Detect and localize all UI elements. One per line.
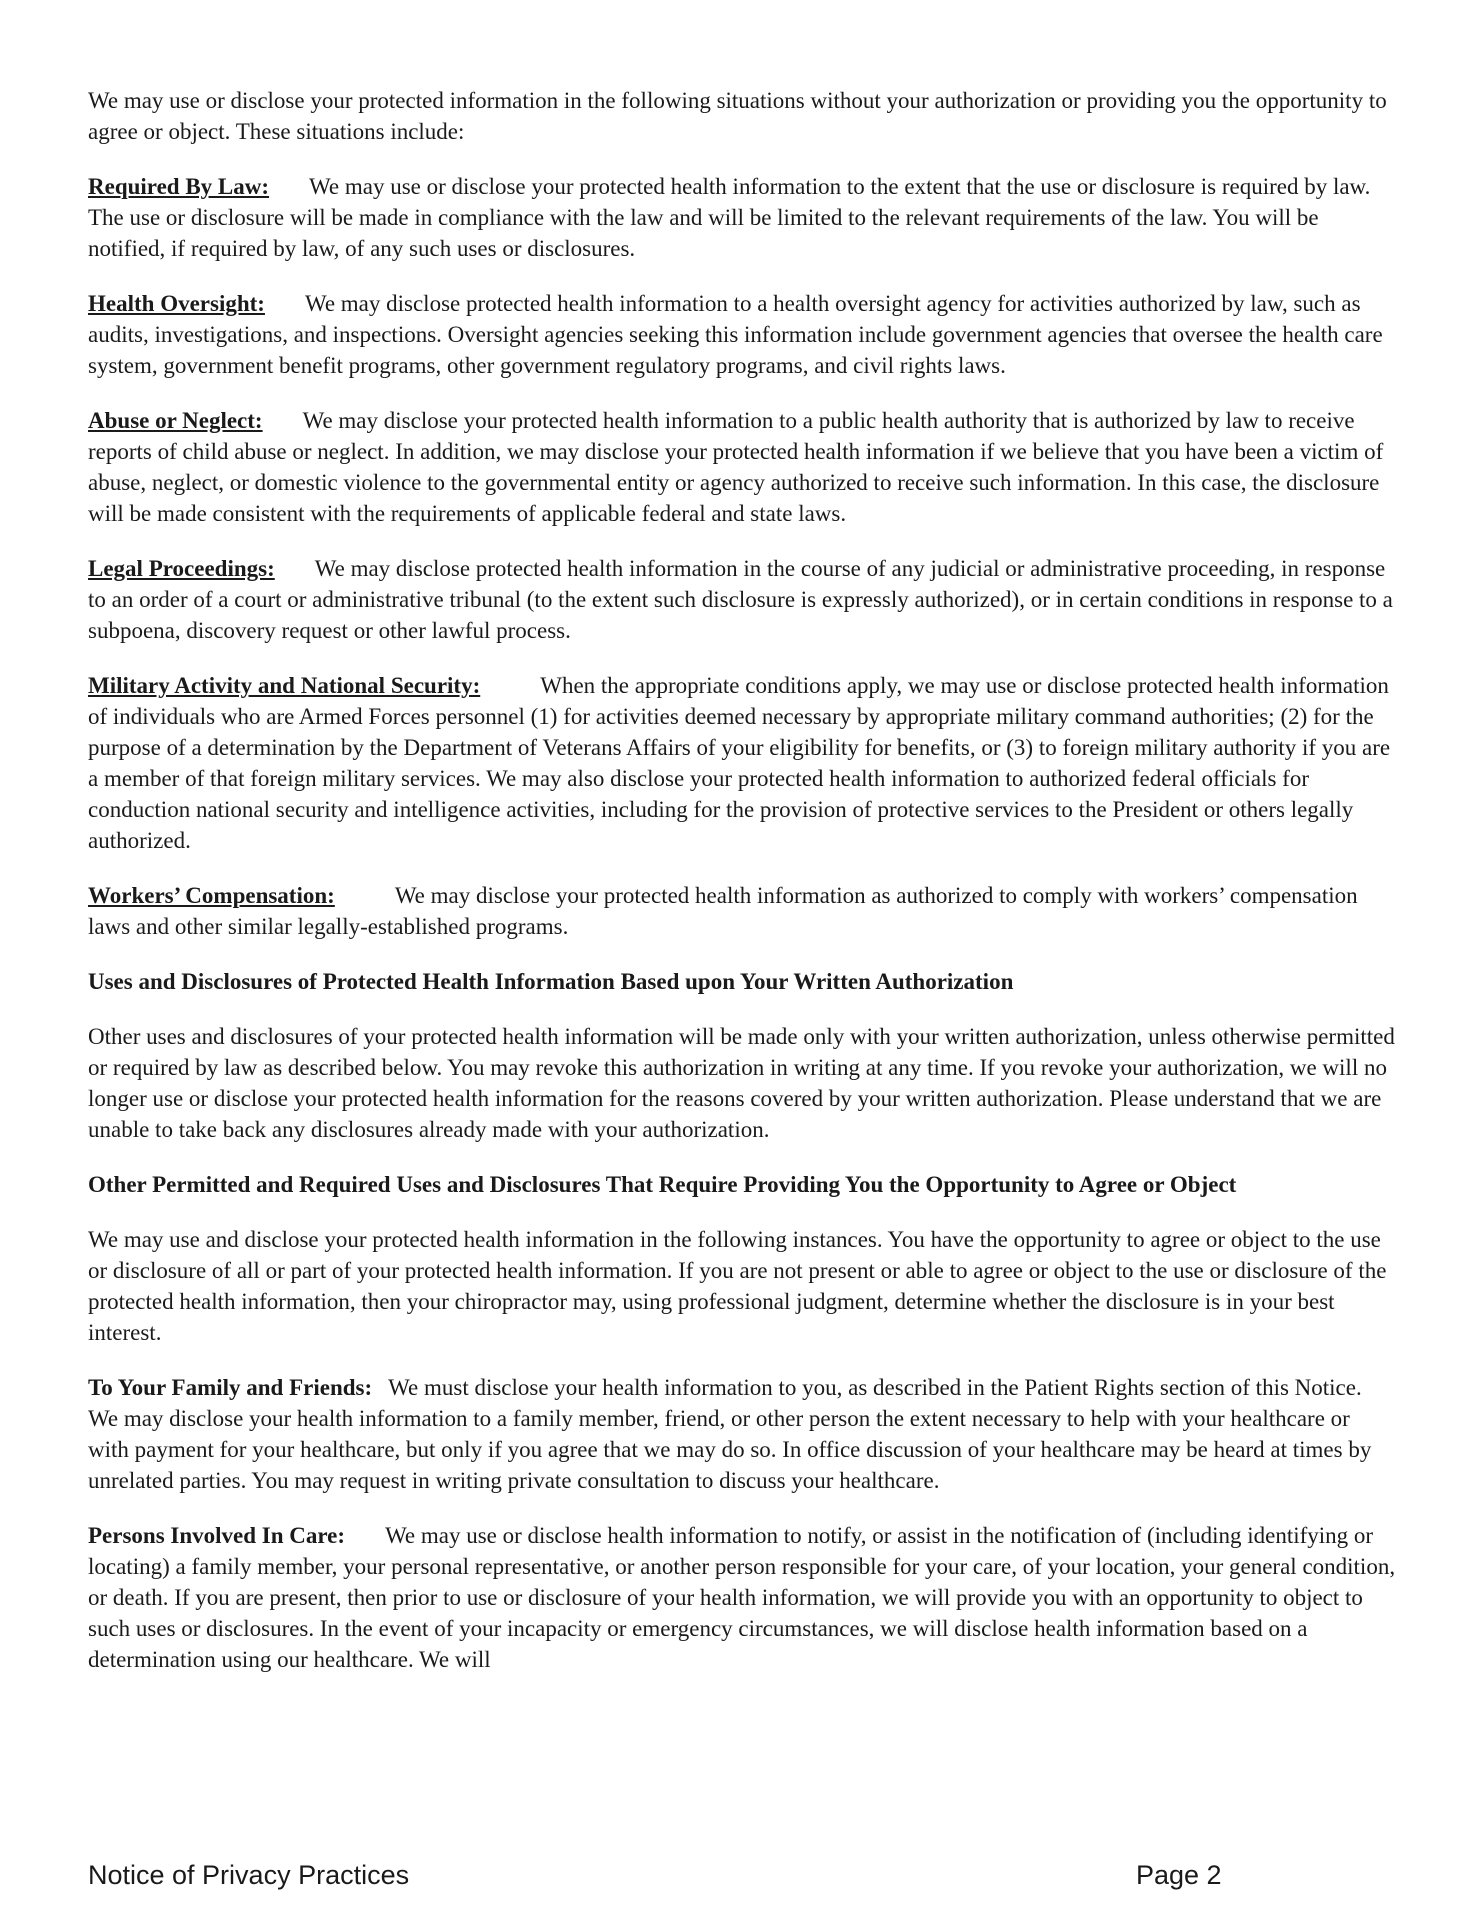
section-label: Persons Involved In Care: xyxy=(88,1523,346,1548)
intro-paragraph: We may use or disclose your protected information in the following situations without your authorization or providing you the opportunity to agree or object. These situations include: xyxy=(88,88,1387,144)
section-label: Military Activity and National Security: xyxy=(88,673,481,698)
section-text: We may disclose your protected health information to a public health authority that is authorized by law to receive reports of child abuse or neglect. In addition, we may disclose your protected health information if we believe that you have been a victim of abuse, neglect, or domestic violence to the governmental entity or agency authorized to receive such information. In this case, the disclosure will be made consistent with the requirements of applicable federal and state laws. xyxy=(88,408,1384,526)
section-label: Health Oversight: xyxy=(88,291,265,316)
section-text: When the appropriate conditions apply, we may use or disclose protected health information of individuals who are Armed Forces personnel (1) for activities deemed necessary by appropriate military command authorities; (2) for the purpose of a determination by the Department of Veterans Affairs of your eligibility for benefits, or (3) to foreign military authority if you are a member of that foreign military services. We may also disclose your protected health information to authorized federal officials for conduction national security and intelligence activities, including for the provision of protective services to the President or others legally authorized. xyxy=(88,673,1391,853)
section-required-by-law xyxy=(88,171,1396,264)
section-legal-proceedings xyxy=(88,553,1396,646)
section-abuse-or-neglect xyxy=(88,405,1396,529)
section-text: We may use or disclose health information to notify, or assist in the notification of (including identifying or locating) a family member, your personal representative, or another person responsible for your care, of your location, your general condition, or death. If you are present, then prior to use or disclosure of your health information, we will provide you with an opportunity to object to such uses or disclosures. In the event of your incapacity or emergency circumstances, we will disclose health information based on a determination using our healthcare. We will xyxy=(88,1523,1396,1672)
section-persons-in-care xyxy=(88,1520,1396,1675)
section-text: We may disclose protected health information to a health oversight agency for activities authorized by law, such as audits, investigations, and inspections. Oversight agencies seeking this information include government agencies that oversee the health care system, government benefit programs, other government regulatory programs, and civil rights laws. xyxy=(88,291,1383,378)
heading-written-authorization: Uses and Disclosures of Protected Health Information Based upon Your Written Authorization xyxy=(88,969,1014,994)
section-health-oversight xyxy=(88,288,1396,381)
page-number: Page 2 xyxy=(1136,1860,1222,1890)
agree-or-object-paragraph: We may use and disclose your protected health information in the following instances. You have the opportunity to agree or object to the use or disclosure of all or part of your protected health information. If you are not present or able to agree or object to the use or disclosure of the protected health information, then your chiropractor may, using professional judgment, determine whether the disclosure is in your best interest. xyxy=(88,1227,1387,1345)
section-label: Abuse or Neglect: xyxy=(88,408,263,433)
section-text: We may disclose your protected health information as authorized to comply with workers’ compensation laws and other similar legally-established programs. xyxy=(88,883,1358,939)
section-label: Workers’ Compensation: xyxy=(88,883,335,908)
footer-title: Notice of Privacy Practices xyxy=(88,1860,410,1890)
section-military xyxy=(88,670,1396,856)
section-label: Required By Law: xyxy=(88,174,270,199)
section-family-friends xyxy=(88,1372,1396,1496)
section-text: We may use or disclose your protected health information to the extent that the use or disclosure is required by law. The use or disclosure will be made in compliance with the law and will be limited to the relevant requirements of the law. You will be notified, if required by law, of any such uses or disclosures. xyxy=(88,174,1371,261)
section-text: We may disclose protected health information in the course of any judicial or administrative proceeding, in response to an order of a court or administrative tribunal (to the extent such disclosure is expressly authorized), or in certain conditions in response to a subpoena, discovery request or other lawful process. xyxy=(88,556,1393,643)
heading-agree-or-object: Other Permitted and Required Uses and Disclosures That Require Providing You the Opportunity to Agree or Object xyxy=(88,1172,1237,1197)
written-authorization-paragraph: Other uses and disclosures of your protected health information will be made only with your written authorization, unless otherwise permitted or required by law as described below. You may revoke this authorization in writing at any time. If you revoke your authorization, we will no longer use or disclose your protected health information for the reasons covered by your written authorization. Please understand that we are unable to take back any disclosures already made with your authorization. xyxy=(88,1024,1395,1142)
section-label: To Your Family and Friends: xyxy=(88,1375,373,1400)
section-workers-comp xyxy=(88,880,1396,942)
section-text: We must disclose your health information to you, as described in the Patient Rights section of this Notice. We may disclose your health information to a family member, friend, or other person the extent necessary to help with your healthcare or with payment for your healthcare, but only if you agree that we may do so. In office discussion of your healthcare may be heard at times by unrelated parties. You may request in writing private consultation to discuss your healthcare. xyxy=(88,1375,1372,1493)
section-label: Legal Proceedings: xyxy=(88,556,275,581)
